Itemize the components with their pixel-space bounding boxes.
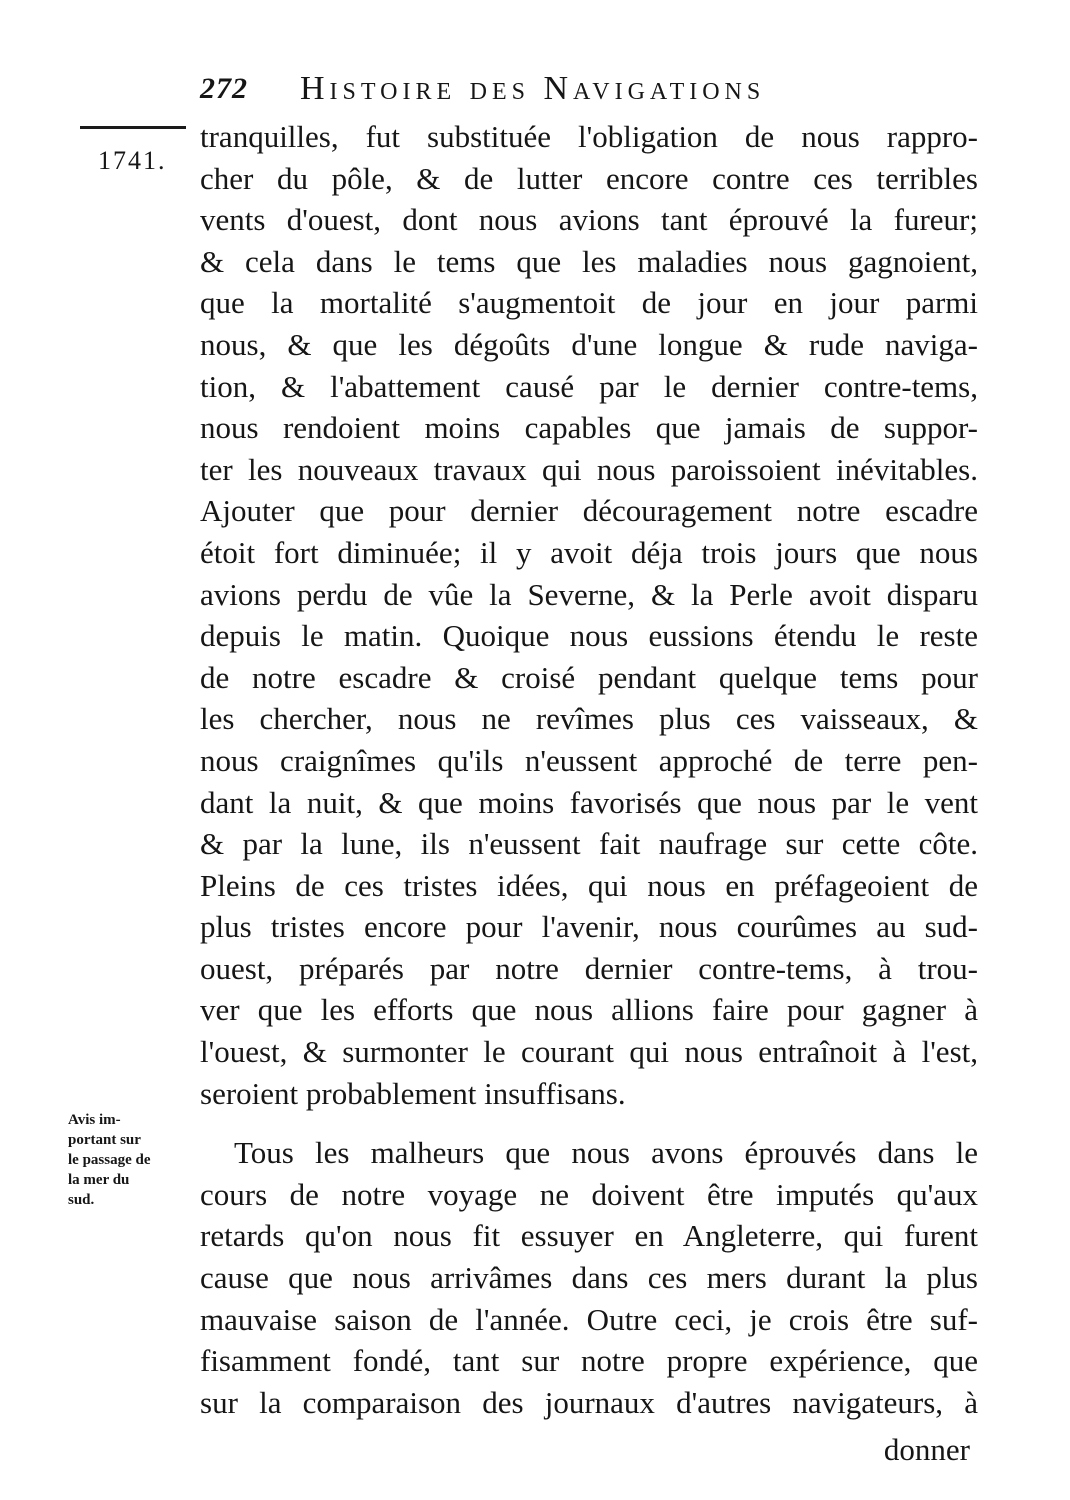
text-line: cause que nous arrivâmes dans ces mers durant la plus xyxy=(200,1260,978,1296)
catchword: donner xyxy=(883,1432,970,1467)
running-title: Histoire des Navigations xyxy=(300,70,766,107)
text-line: avions perdu de vûe la Severne, & la Perle avoit disparu xyxy=(200,576,978,612)
text-line: seroient probablement insuffisans. xyxy=(200,1075,626,1111)
body-text xyxy=(200,116,978,1423)
text-line: Tous les malheurs que nous avons éprouvés dans le xyxy=(234,1135,978,1171)
text-line: & par la lune, ils n'eussent fait naufrage sur cette côte. xyxy=(200,826,978,862)
text-line: plus tristes encore pour l'avenir, nous courûmes au sud- xyxy=(200,909,978,945)
margin-rule xyxy=(80,126,186,129)
text-line: l'ouest, & surmonter le courant qui nous entraînoit à l'est, xyxy=(200,1034,978,1070)
paragraph-1 xyxy=(200,116,978,1114)
side-note-line: sud. xyxy=(68,1192,95,1208)
text-line: sur la comparaison des journaux d'autres navigateurs, à xyxy=(200,1384,978,1420)
text-line: tion, & l'abattement causé par le dernier contre-tems, xyxy=(200,368,978,404)
side-note-line: Avis im- xyxy=(68,1112,121,1128)
text-line: Ajouter que pour dernier découragement notre escadre xyxy=(200,493,978,529)
text-line: tranquilles, fut substituée l'obligation de nous rappro- xyxy=(200,119,978,154)
text-line: ver que les efforts que nous allions faire pour gagner à xyxy=(200,992,978,1028)
text-line: que la mortalité s'augmentoit de jour en jour parmi xyxy=(200,285,978,321)
text-line: de notre escadre & croisé pendant quelque tems pour xyxy=(200,659,978,695)
text-line: ter les nouveaux travaux qui nous paroissoient inévitables. xyxy=(200,451,978,487)
text-line: retards qu'on nous fit essuyer en Angleterre, qui furent xyxy=(200,1218,978,1254)
text-line: & cela dans le tems que les maladies nous gagnoient, xyxy=(200,243,978,279)
text-line: fisamment fondé, tant sur notre propre expérience, que xyxy=(200,1343,978,1379)
text-line: nous craignîmes qu'ils n'eussent approché de terre pen- xyxy=(200,742,978,778)
text-line: ouest, préparés par notre dernier contre-tems, à trou- xyxy=(200,950,978,986)
page-number: 272 xyxy=(200,72,248,105)
text-line: depuis le matin. Quoique nous eussions étendu le reste xyxy=(200,618,978,654)
side-note-line: la mer du xyxy=(68,1172,130,1188)
text-line: nous rendoient moins capables que jamais de suppor- xyxy=(200,410,978,446)
text-line: mauvaise saison de l'année. Outre ceci, je crois être suf- xyxy=(200,1301,978,1337)
text-line: Pleins de ces tristes idées, qui nous en préfageoient de xyxy=(200,867,978,903)
side-note xyxy=(68,1110,184,1210)
text-line: étoit fort diminuée; il y avoit déja trois jours que nous xyxy=(200,534,978,570)
side-note-line: portant sur xyxy=(68,1132,141,1148)
text-line: les chercher, nous ne revîmes plus ces vaisseaux, & xyxy=(200,701,978,737)
text-line: nous, & que les dégoûts d'une longue & rude naviga- xyxy=(200,326,978,362)
text-line: dant la nuit, & que moins favorisés que nous par le vent xyxy=(200,784,978,820)
side-note-line: le passage de xyxy=(68,1152,151,1168)
paragraph-2 xyxy=(200,1132,978,1423)
text-line: vents d'ouest, dont nous avions tant éprouvé la fureur; xyxy=(200,202,978,238)
margin-year: 1741. xyxy=(98,146,167,175)
text-line: cher du pôle, & de lutter encore contre ces terribles xyxy=(200,160,978,196)
text-line: cours de notre voyage ne doivent être imputés qu'aux xyxy=(200,1176,978,1212)
